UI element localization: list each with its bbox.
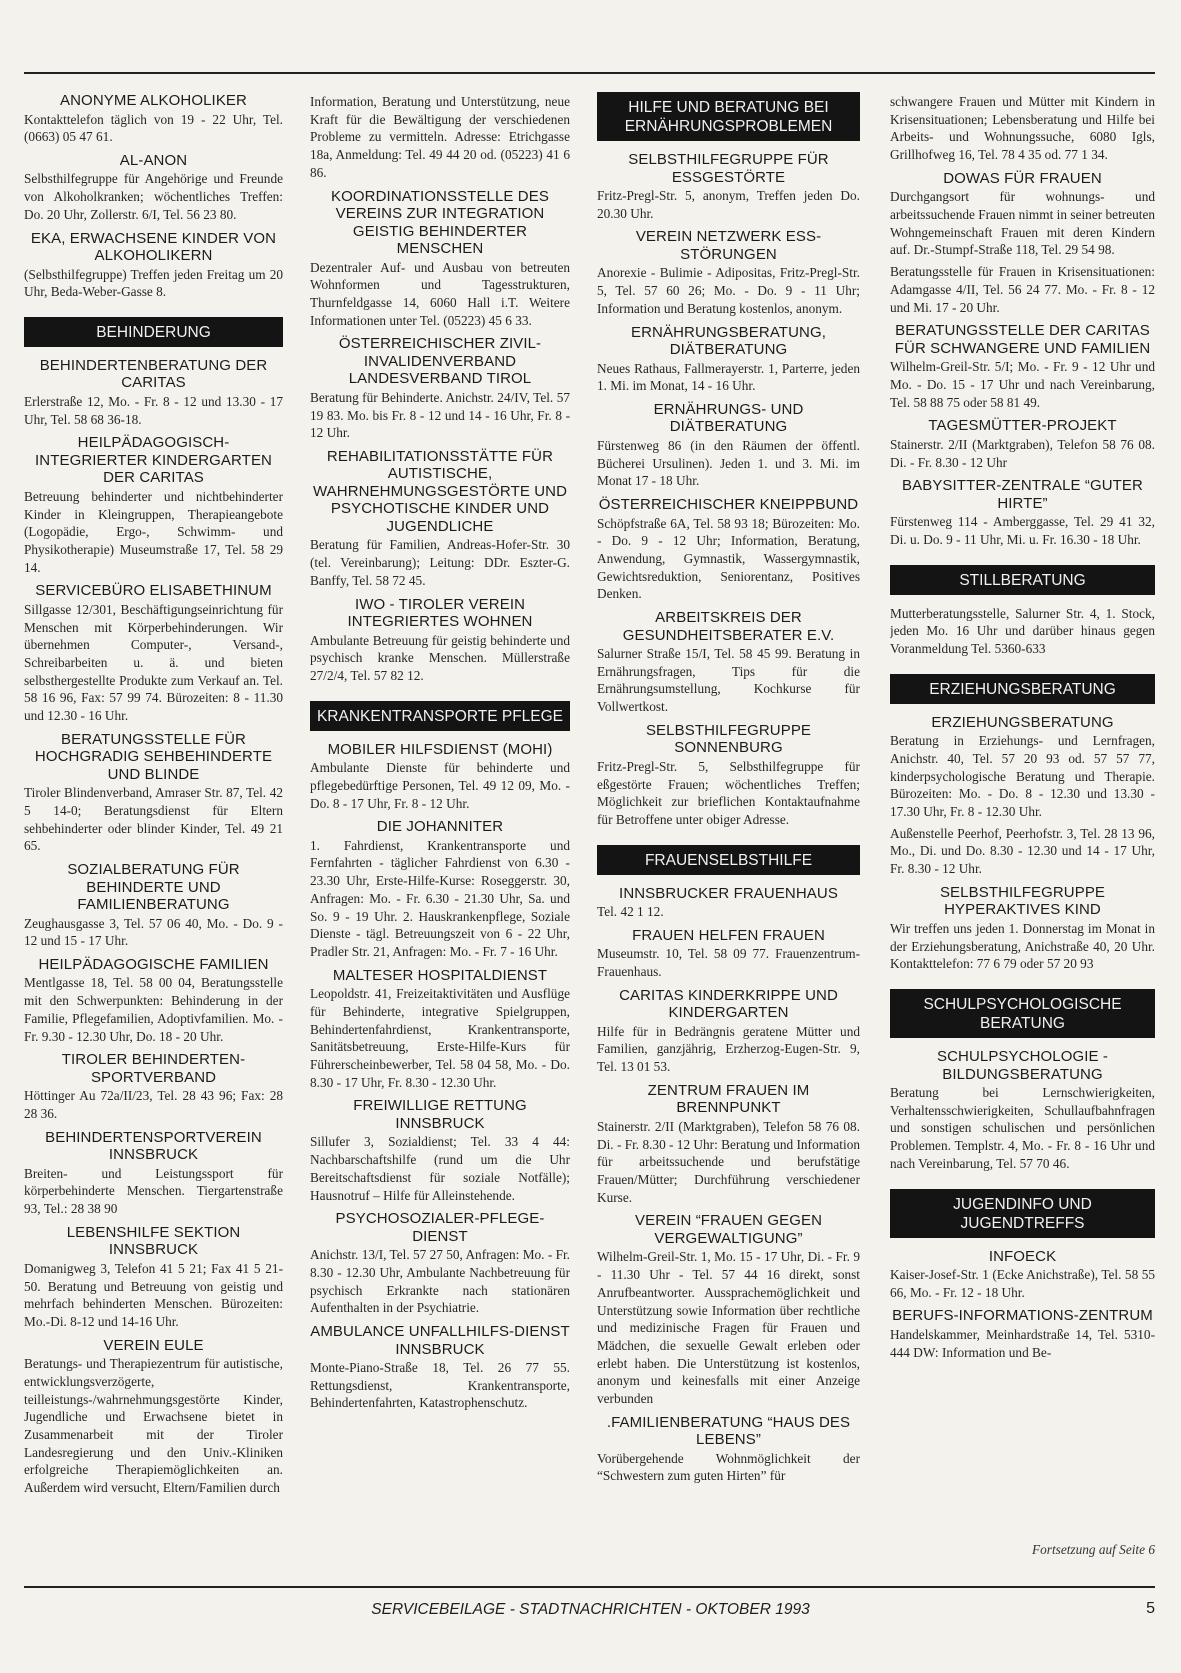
directory-entry	[597, 228, 860, 317]
entry-title: SOZIALBERATUNG FÜR BEHINDERTE UND FAMILIENBERATUNG	[67, 861, 240, 914]
directory-entry	[310, 188, 570, 330]
entry-text: Neues Rathaus, Fallmerayerstr. 1, Parterre, jeden 1. Mi. im Monat, 14 - 16 Uhr.	[597, 360, 860, 394]
entry-text: Breiten- und Leistungssport für körperbehinderte Menschen. Tiergartenstraße 93, Tel.: 28 38 90	[24, 1165, 283, 1217]
entry-text: Tel. 42 1 12.	[597, 904, 664, 920]
entry-title: BERATUNGSSTELLE DER CARITAS FÜR SCHWANGERE UND FAMILIEN	[894, 322, 1151, 357]
entry-title: SERVICEBÜRO ELISABETHINUM	[35, 582, 272, 600]
directory-entry	[310, 1097, 570, 1204]
directory-entry	[597, 401, 860, 490]
entry-text: Dezentraler Auf- und Ausbau von betreuten Wohnformen und Tagesstrukturen, Thurnfeldgasse 14, 6060 Hall i.T. Weitere Informationen unter Tel. (05223) 45 6 33.	[310, 259, 570, 328]
entry-title: LEBENSHILFE SEKTION INNSBRUCK	[66, 1223, 241, 1259]
directory-entry	[310, 1210, 570, 1317]
entry-text: Kaiser-Josef-Str. 1 (Ecke Anichstraße), Tel. 58 55 66, Mo. - Fr. 12 - 18 Uhr.	[890, 1267, 1155, 1300]
entry-text: Beratung in Erziehungs- und Lernfragen, Anichstr. 40, Tel. 57 20 93 od. 57 57 77, kinderpsychologische Beratung und Therapie. Bürozeiten: Mo. - Do. 8 - 12.30 und 13.30 - 17.30 Uhr, Fr. 8 - 12.30 Uhr.	[890, 733, 1155, 820]
entry-text: Vorübergehende Wohnmöglichkeit der “Schwestern zum guten Hirten” für	[597, 1450, 860, 1484]
directory-entry	[890, 884, 1155, 973]
entry-text: (Selbsthilfegruppe) Treffen jeden Freitag um 20 Uhr, Beda-Weber-Gasse 8.	[24, 266, 283, 300]
entry-title: MOBILER HILFSDIENST (MOHI)	[327, 740, 553, 758]
entry-title: AMBULANCE UNFALLHILFS-DIENST INNSBRUCK	[310, 1323, 570, 1358]
directory-entry	[24, 582, 283, 724]
entry-title: ZENTRUM FRAUEN IM BRENNPUNKT	[647, 1081, 810, 1117]
entry-text: Kontakttelefon täglich von 19 - 22 Uhr, Tel. (0663) 05 47 61.	[24, 111, 283, 145]
entry-title: INFOECK	[988, 1247, 1057, 1265]
directory-entry	[890, 1307, 1155, 1361]
entry-title: ARBEITSKREIS DER GESUNDHEITSBERATER E.V.	[622, 609, 835, 644]
directory-entry	[24, 861, 283, 950]
entry-title: PSYCHOSOZIALER-PFLEGE-DIENST	[335, 1210, 545, 1245]
entry-text: 1. Fahrdienst, Krankentransporte und Fernfahrten - täglicher Fahrdienst von 6.30 - 23.30 Uhr, Erste-Hilfe-Kurse: Roseggerstr. 30, Anfragen: Mo. - Fr. 6.30 - 21.30 Uhr, Sa. und So. 9 - 19 Uhr. 2. Hauskrankenpflege, Soziale Dienste - tägl. Betreuungszeit von 6 - 22 Uhr, Pradler Str. 21, Anfragen: Mo. - Fr. 7 - 16 Uhr.	[310, 837, 570, 959]
entry-text: Durchgangsort für wohnungs- und arbeitssuchende Frauen nimmt in seiner betreuten Wohngemeinschaft Frauen mit deren Kindern auf. Dr.-Stumpf-Straße 118, Tel. 29 54 98.	[890, 189, 1155, 258]
column-2	[310, 92, 570, 1562]
directory-entry	[24, 1051, 283, 1122]
section-banner: JUGENDINFO UND JUGENDTREFFS	[890, 1189, 1155, 1238]
entry-text: Erlerstraße 12, Mo. - Fr. 8 - 12 und 13.30 - 17 Uhr, Tel. 58 68 36-18.	[24, 393, 283, 427]
entry-text: Handelskammer, Meinhardstraße 14, Tel. 5310-444 DW: Information und Be-	[890, 1326, 1155, 1360]
directory-entry	[890, 417, 1155, 471]
column-3	[597, 92, 860, 1562]
entry-title: BERUFS-INFORMATIONS-ZENTRUM	[892, 1307, 1153, 1325]
entry-text: Mentlgasse 18, Tel. 58 00 04, Beratungsstelle mit den Schwerpunkten: Behinderung in der Familie, Pflegefamilien, Adoptivfamilien. Mo. - Fr. 9.30 - 12.30 Uhr, Do. 18 - 20 Uhr.	[24, 975, 283, 1044]
directory-entry	[597, 151, 860, 222]
directory-entry	[310, 818, 570, 960]
entry-text: Beratung für Familien, Andreas-Hofer-Str. 30 (tel. Vereinbarung); Leitung: DDr. Eszter-G. Banffy, Tel. 58 72 45.	[310, 537, 570, 588]
entry-title: .FAMILIENBERATUNG “HAUS DES LEBENS”	[606, 1413, 851, 1449]
entry-text: Fürstenweg 114 - Amberggasse, Tel. 29 41 32, Di. u. Do. 9 - 11 Uhr, Mi. u. Fr. 16.30 - 18 Uhr.	[890, 514, 1155, 547]
entry-text: Wilhelm-Greil-Str. 1, Mo. 15 - 17 Uhr, Di. - Fr. 9 - 11.30 Uhr - Tel. 57 44 16 direkt, sonst Anrufbeantworter. Aussprachemöglichkeit und Unterstützung sowie Information über rechtliche und medizinische Fragen für Frauen und Mädchen, die sexuelle Gewalt erleben oder erlebt haben. Die Unterstützung ist kostenlos, anonym und keinesfalls mit einer Anzeige verbunden	[597, 1249, 860, 1407]
directory-entry	[310, 93, 570, 182]
entry-title: FREIWILLIGE RETTUNG INNSBRUCK	[353, 1097, 527, 1132]
entry-text: Ambulante Dienste für behinderte und pflegebedürftige Personen, Tel. 49 12 09, Mo. - Do. 8 - 17 Uhr, Fr. 8 - 12 Uhr.	[310, 760, 570, 811]
directory-entry	[24, 357, 283, 428]
directory-entry	[310, 741, 570, 813]
entry-title: MALTESER HOSPITALDIENST	[332, 966, 548, 984]
entry-title: INNSBRUCKER FRAUENHAUS	[619, 884, 838, 902]
entry-title: BEHINDERTENBERATUNG DER CARITAS	[39, 356, 268, 392]
directory-entry	[24, 1337, 283, 1497]
entry-text: Zeughausgasse 3, Tel. 57 06 40, Mo. - Do. 9 - 12 und 15 - 17 Uhr.	[24, 915, 283, 949]
section-banner: ERZIEHUNGSBERATUNG	[890, 674, 1155, 704]
directory-entry	[597, 987, 860, 1076]
directory-entry	[24, 152, 283, 224]
entry-text: Selbsthilfegruppe für Angehörige und Freunde von Alkoholkranken; wöchentliches Treffen: Do. 20 Uhr, Zollerstr. 6/I, Tel. 56 23 80.	[24, 171, 283, 222]
entry-text: Tiroler Blindenverband, Amraser Str. 87, Tel. 42 5 14-0; Beratungsdienst für Eltern sehbehinderter oder blinder Kinder, Tel. 49 21 65.	[24, 785, 283, 854]
entry-title: SELBSTHILFEGRUPPE HYPERAKTIVES KIND	[939, 883, 1106, 919]
entry-text: Domanigweg 3, Telefon 41 5 21; Fax 41 5 21-50. Beratung und Betreuung von geistig und mehrfach behinderten Menschen. Bürozeiten: Mo.-Di. 8-12 und 14-16 Uhr.	[24, 1260, 283, 1329]
entry-title: DOWAS FÜR FRAUEN	[943, 169, 1102, 187]
column-4	[890, 92, 1155, 1562]
directory-entry	[890, 322, 1155, 411]
section-banner: KRANKENTRANSPORTE PFLEGE	[310, 701, 570, 731]
entry-text: Fritz-Pregl-Str. 5, Selbsthilfegruppe für eßgestörte Frauen; wöchentliches Treffen; Möglichkeit zur brieflichen Kontaktaufnahme für Betroffene unter obiger Adresse.	[597, 758, 860, 827]
entry-text: Wir treffen uns jeden 1. Donnerstag im Monat in der Erziehungsberatung, Anichstraße 40, 20 Uhr. Kontakttelefon: 77 6 79 oder 57 20 93	[890, 920, 1155, 972]
entry-title: VEREIN “FRAUEN GEGEN VERGEWALTIGUNG”	[634, 1212, 823, 1247]
entry-title: IWO - TIROLER VEREIN INTEGRIERTES WOHNEN	[347, 595, 533, 631]
entry-text: Beratung bei Lernschwierigkeiten, Verhaltensschwierigkeiten, Schullaufbahnfragen und sonstigen schulischen und persönlichen Problemen. Templstr. 4, Mo. - Fr. 8 - 16 Uhr und nach Vereinbarung, Tel. 57 70 46.	[890, 1085, 1155, 1171]
entry-title: SELBSTHILFEGRUPPE FÜR ESSGESTÖRTE	[628, 151, 829, 186]
directory-entry	[24, 731, 283, 855]
entry-title: EKA, ERWACHSENE KINDER VON ALKOHOLIKERN	[30, 229, 277, 265]
directory-entry	[890, 93, 1155, 164]
bottom-rule	[24, 1586, 1155, 1588]
directory-entry	[890, 605, 1155, 658]
directory-entry	[24, 1129, 283, 1218]
section-banner: HILFE UND BERATUNG BEI ERNÄHRUNGSPROBLEMEN	[597, 92, 860, 141]
entry-text: Mutterberatungsstelle, Salurner Str. 4, 1. Stock, jeden Mo. 16 Uhr und darüber hinaus gegen Voranmeldung Tel. 5360-633	[890, 605, 1155, 657]
entry-title: DIE JOHANNITER	[376, 818, 504, 836]
entry-text: Anorexie - Bulimie - Adipositas, Fritz-Pregl-Str. 5, Tel. 57 60 26; Mo. - Do. 9 - 11 Uhr; Information und Beratung kostenlos, anonym.	[597, 265, 860, 316]
directory-entry	[890, 1048, 1155, 1173]
directory-entry	[310, 448, 570, 590]
entry-title: ÖSTERREICHISCHER ZIVIL-INVALIDENVERBAND LANDESVERBAND TIROL	[338, 335, 542, 388]
directory-entry	[24, 956, 283, 1045]
entry-text: Beratung für Behinderte. Anichstr. 24/IV, Tel. 57 19 83. Mo. bis Fr. 8 - 12 und 14 - 16 Uhr, Fr. 8 - 12 Uhr.	[310, 389, 570, 441]
directory-entry	[597, 1414, 860, 1485]
entry-text: Beratungsstelle für Frauen in Krisensituationen: Adamgasse 4/II, Tel. 56 24 77. Mo. - Fr. 8 - 12 und Mi. 17 - 20 Uhr.	[890, 264, 1155, 315]
entry-title: FRAUEN HELFEN FRAUEN	[632, 926, 825, 944]
entry-text: Fürstenweg 86 (in den Räumen der öffentl. Bücherei Ursulinen). Jeden 1. und 3. Mi. im Monat 17 - 18 Uhr.	[597, 437, 860, 489]
directory-entry	[24, 1224, 283, 1331]
directory-entry	[890, 714, 1155, 878]
directory-entry	[597, 496, 860, 603]
entry-text: schwangere Frauen und Mütter mit Kindern in Krisensituationen; Lebensberatung und Hilfe bei Arbeits- und Wohnungssuche, 6080 Igls, Grillhofweg 16, Tel. 78 4 35 od. 77 1 34.	[890, 94, 1155, 163]
section-banner: FRAUENSELBSTHILFE	[597, 845, 860, 875]
entry-text: Betreuung behinderter und nichtbehinderter Kinder in Kleingruppen, Therapieangebote (Logopädie, Ergo-, Schwimm- und Physikotherapie) Museumstraße 17, Tel. 58 29 14.	[24, 488, 283, 575]
directory-entry	[597, 722, 860, 829]
directory-entry	[597, 885, 860, 921]
directory-entry	[890, 170, 1155, 316]
entry-title: BABYSITTER-ZENTRALE “GUTER HIRTE”	[902, 477, 1143, 512]
entry-text: Ambulante Betreuung für geistig behinderte und psychisch kranke Menschen. Müllerstraße 27/2/4, Tel. 57 82 12.	[310, 632, 570, 683]
entry-title: TAGESMÜTTER-PROJEKT	[928, 417, 1117, 435]
directory-entry	[597, 1082, 860, 1207]
directory-entry	[24, 434, 283, 576]
entry-title: VEREIN EULE	[103, 1336, 204, 1354]
entry-title: ANONYME ALKOHOLIKER	[60, 92, 247, 109]
entry-text: Höttinger Au 72a/II/23, Tel. 28 43 96; Fax: 28 28 36.	[24, 1088, 283, 1121]
directory-entry	[310, 335, 570, 442]
directory-entry	[890, 477, 1155, 548]
entry-text: Information, Beratung und Unterstützung, neue Kraft für die Bewältigung der verschiedenen Probleme zu vermitteln. Adresse: Etrichgasse 18a, Anmeldung: Tel. 49 44 20 od. (05223) 41 6 86.	[310, 94, 570, 180]
directory-entry	[597, 1212, 860, 1407]
entry-title: BERATUNGSSTELLE FÜR HOCHGRADIG SEHBEHINDERTE UND BLINDE	[34, 730, 273, 783]
entry-title: VEREIN NETZWERK ESS-STÖRUNGEN	[635, 228, 822, 263]
section-banner: SCHULPSYCHOLOGISCHE BERATUNG	[890, 989, 1155, 1038]
entry-text: Anichstr. 13/I, Tel. 57 27 50, Anfragen: Mo. - Fr. 8.30 - 12.30 Uhr, Ambulante Nachbetreuung für psychisch Erkrankte nach stationären Aufenthalten in der Psychiatrie.	[310, 1247, 570, 1316]
entry-text: Schöpfstraße 6A, Tel. 58 93 18; Bürozeiten: Mo. - Do. 9 - 12 Uhr; Information, Beratung, Anwendung, Gymnastik, Wassergymnastik, Gewichtsreduktion, Seniorentanz, Positives Denken.	[597, 515, 860, 602]
footer-publication: SERVICEBEILAGE - STADTNACHRICHTEN - OKTOBER 1993	[371, 1601, 810, 1618]
entry-title: HEILPÄDAGOGISCHE FAMILIEN	[38, 955, 269, 973]
entry-title: REHABILITATIONSSTÄTTE FÜR AUTISTISCHE, WAHRNEHMUNGSGESTÖRTE UND PSYCHOTISCHE KINDER UND JUGENDLICHE	[312, 447, 568, 535]
entry-text: Monte-Piano-Straße 18, Tel. 26 77 55. Rettungsdienst, Krankentransporte, Behindertenfahrten, Katastrophenschutz.	[310, 1360, 570, 1411]
directory-entry	[310, 1323, 570, 1412]
entry-title: SELBSTHILFEGRUPPE SONNENBURG	[645, 721, 812, 757]
directory-entry	[310, 596, 570, 685]
section-banner: BEHINDERUNG	[24, 317, 283, 347]
continuation-note: Fortsetzung auf Seite 6	[1032, 1542, 1155, 1557]
entry-text: Leopoldstr. 41, Freizeitaktivitäten und Ausflüge für Behinderte, integrative Spielgruppen, Behindertenfahrdienst, Krankentransporte, Sanitätsbetreuung, Erste-Hilfe-Kurs für Führerscheinbewerber, Tel. 58 04 58, Mo. - Do. 8.30 - 17 Uhr, Fr. 8.30 - 12.30 Uhr.	[310, 986, 570, 1090]
entry-text: Beratungs- und Therapiezentrum für autistische, entwicklungsverzögerte, teilleistungs-/wahrnehmungsgestörte Kinder, Jugendliche und Erwachsene bietet in Zusammenarbeit mit der Tiroler Landesregierung und den Univ.-Kliniken erfolgreiche Therapiemöglichkeiten an. Außerdem wird versucht, Eltern/Familien durch	[24, 1356, 283, 1496]
directory-entry	[310, 967, 570, 1092]
entry-text: Sillgasse 12/301, Beschäftigungseinrichtung für Menschen mit Körperbehinderungen. Wir übernehmen Computer-, Versand-, Schreibarbeiten u. ä. und bieten selbsthergestellte Produkte zum Verkauf an. Tel. 58 16 96, Fax: 57 99 74. Bürozeiten: 8 - 11.30 und 12.30 - 16 Uhr.	[24, 601, 283, 724]
directory-entry	[24, 230, 283, 301]
entry-text: Außenstelle Peerhof, Peerhofstr. 3, Tel. 28 13 96, Mo., Di. und Do. 8.30 - 12.30 und 14 - 17 Uhr, Fr. 8.30 - 12 Uhr.	[890, 825, 1155, 877]
directory-entry	[597, 609, 860, 716]
page-number: 5	[1146, 1600, 1155, 1617]
entry-text: Fritz-Pregl-Str. 5, anonym, Treffen jeden Do. 20.30 Uhr.	[597, 188, 860, 221]
entry-title: TIROLER BEHINDERTEN-SPORTVERBAND	[61, 1051, 246, 1086]
section-banner: STILLBERATUNG	[890, 565, 1155, 595]
entry-title: ÖSTERREICHISCHER KNEIPPBUND	[598, 496, 859, 514]
entry-text: Stainerstr. 2/II (Marktgraben), Telefon 58 76 08. Di. - Fr. 8.30 - 12 Uhr	[890, 436, 1155, 470]
entry-title: KOORDINATIONSSTELLE DES VEREINS ZUR INTEGRATION GEISTIG BEHINDERTER MENSCHEN	[331, 187, 549, 258]
entry-title: CARITAS KINDERKRIPPE UND KINDERGARTEN	[619, 986, 838, 1022]
directory-entry	[597, 927, 860, 981]
entry-text: Hilfe für in Bedrängnis geratene Mütter und Familien, ganzjährig, Erzherzog-Eugen-Str. 9, Tel. 13 01 53.	[597, 1023, 860, 1075]
entry-text: Museumstr. 10, Tel. 58 09 77. Frauenzentrum-Frauenhaus.	[597, 946, 860, 980]
entry-title: ERNÄHRUNGS- UND DIÄTBERATUNG	[653, 400, 804, 436]
entry-title: SCHULPSYCHOLOGIE - BILDUNGSBERATUNG	[936, 1048, 1108, 1083]
entry-title: ERZIEHUNGSBERATUNG	[931, 713, 1114, 731]
entry-text: Wilhelm-Greil-Str. 5/I; Mo. - Fr. 9 - 12 Uhr und Mo. - Do. 15 - 17 Uhr und nach Vereinbarung, Tel. 58 88 75 oder 58 81 49.	[890, 359, 1155, 410]
page-columns	[24, 92, 1155, 1562]
entry-text: Salurner Straße 15/I, Tel. 58 45 99. Beratung in Ernährungsfragen, Tips für die Ernährungsumstellung, Kochkurse für Vollwertkost.	[597, 646, 860, 715]
directory-entry	[597, 324, 860, 395]
column-1	[24, 92, 283, 1562]
entry-title: HEILPÄDAGOGISCH-INTEGRIERTER KINDERGARTEN DER CARITAS	[35, 434, 272, 487]
entry-title: BEHINDERTENSPORTVEREIN INNSBRUCK	[45, 1128, 262, 1164]
entry-text: Stainerstr. 2/II (Marktgraben), Telefon 58 76 08. Di. - Fr. 8.30 - 12 Uhr: Beratung und Information für arbeitssuchende und berufstätige Frauen/Mütter; Durchführung verschiedener Kurse.	[597, 1118, 860, 1205]
entry-title: AL-ANON	[119, 151, 188, 169]
top-rule	[24, 72, 1155, 74]
entry-title: ERNÄHRUNGSBERATUNG, DIÄTBERATUNG	[631, 323, 826, 359]
directory-entry	[24, 92, 283, 146]
entry-text: Sillufer 3, Sozialdienst; Tel. 33 4 44: Nachbarschaftshilfe (rund um die Uhr Bereitschaftsdienst für soziale Notfälle); Hausnotruf – Hilfe für Alleinstehende.	[310, 1134, 570, 1203]
directory-entry	[890, 1248, 1155, 1302]
